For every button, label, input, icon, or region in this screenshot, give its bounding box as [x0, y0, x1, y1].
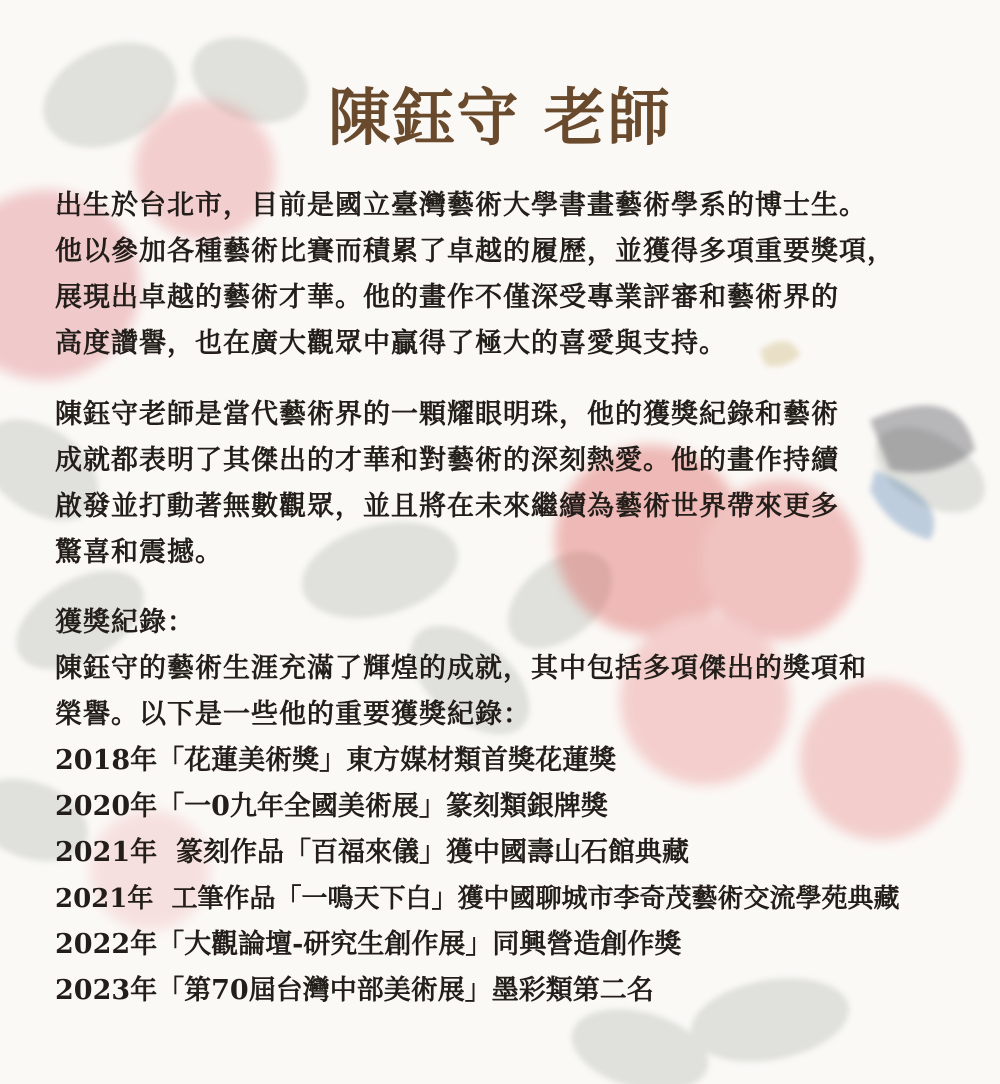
- awards-intro-line: 陳鈺守的藝術生涯充滿了輝煌的成就，其中包括多項傑出的獎項和: [55, 653, 867, 684]
- achievements-paragraph: [55, 392, 839, 576]
- intro-paragraph: [55, 183, 895, 367]
- award-item: 2021年 篆刻作品「百福來儀」獲中國壽山石館典藏: [55, 837, 689, 868]
- intro-line: 展現出卓越的藝術才華。他的畫作不僅深受專業評審和藝術界的: [55, 282, 839, 313]
- achievements-line: 啟發並打動著無數觀眾，並且將在未來繼續為藝術世界帶來更多: [55, 491, 839, 522]
- page-title: 陳鈺守 老師: [328, 81, 672, 154]
- award-item: 2023年「第70屆台灣中部美術展」墨彩類第二名: [55, 975, 654, 1006]
- award-item: 2021年 工筆作品「一鳴天下白」獲中國聊城市李奇茂藝術交流學苑典藏: [55, 884, 900, 914]
- award-item: 2020年「一0九年全國美術展」篆刻類銀牌獎: [55, 791, 608, 822]
- award-item: 2018年「花蓮美術獎」東方媒材類首獎花蓮獎: [55, 745, 617, 776]
- intro-line: 出生於台北市，目前是國立臺灣藝術大學書畫藝術學系的博士生。: [55, 190, 867, 221]
- intro-line: 他以參加各種藝術比賽而積累了卓越的履歷，並獲得多項重要獎項，: [55, 236, 895, 267]
- achievements-line: 驚喜和震撼。: [55, 537, 223, 568]
- awards-intro-line: 榮譽。以下是一些他的重要獲獎紀錄：: [55, 699, 531, 730]
- awards-heading: 獲獎紀錄：: [55, 607, 195, 638]
- award-item: 2022年「大觀論壇-研究生創作展」同興營造創作獎: [55, 929, 682, 960]
- achievements-line: 陳鈺守老師是當代藝術界的一顆耀眼明珠，他的獲獎紀錄和藝術: [55, 399, 839, 430]
- awards-section: [55, 600, 899, 1014]
- achievements-line: 成就都表明了其傑出的才華和對藝術的深刻熱愛。他的畫作持續: [55, 445, 839, 476]
- intro-line: 高度讚譽，也在廣大觀眾中贏得了極大的喜愛與支持。: [55, 328, 727, 359]
